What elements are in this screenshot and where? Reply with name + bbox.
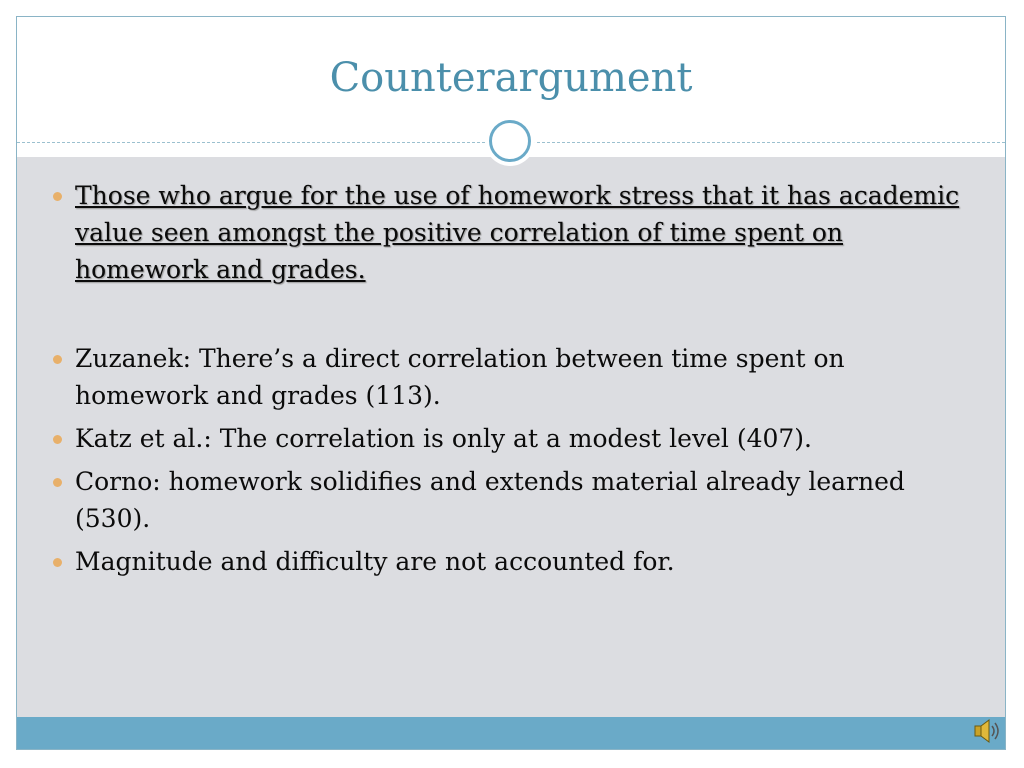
bullet-text: Katz et al.: The correlation is only at a modest level (407). [75, 424, 812, 453]
bullet-dot-icon [53, 478, 62, 487]
bullet-item-3 [51, 420, 971, 457]
bullet-item-5 [51, 543, 971, 580]
bullet-text: Corno: homework solidifies and extends material already learned (530). [75, 467, 905, 533]
bullet-text: Zuzanek: There’s a direct correlation between time spent on homework and grades (113). [75, 344, 845, 410]
bullet-text: Those who argue for the use of homework stress that it has academic value seen amongst the positive correlation of time spent on homework and grades. [75, 181, 960, 284]
circle-ornament-ring [489, 120, 531, 162]
bullet-dot-icon [53, 355, 62, 364]
speaker-icon[interactable] [972, 716, 1002, 746]
bullet-item-1 [51, 177, 971, 288]
bullet-item-4 [51, 463, 971, 537]
bottom-accent-bar [17, 717, 1005, 750]
slide-title: Counterargument [329, 55, 693, 101]
bullet-dot-icon [53, 192, 62, 201]
bullet-dot-icon [53, 435, 62, 444]
bullet-list [51, 177, 971, 586]
slide [16, 16, 1006, 750]
bullet-text: Magnitude and difficulty are not accounted for. [75, 547, 675, 576]
bullet-item-2 [51, 340, 971, 414]
bullet-dot-icon [53, 558, 62, 567]
